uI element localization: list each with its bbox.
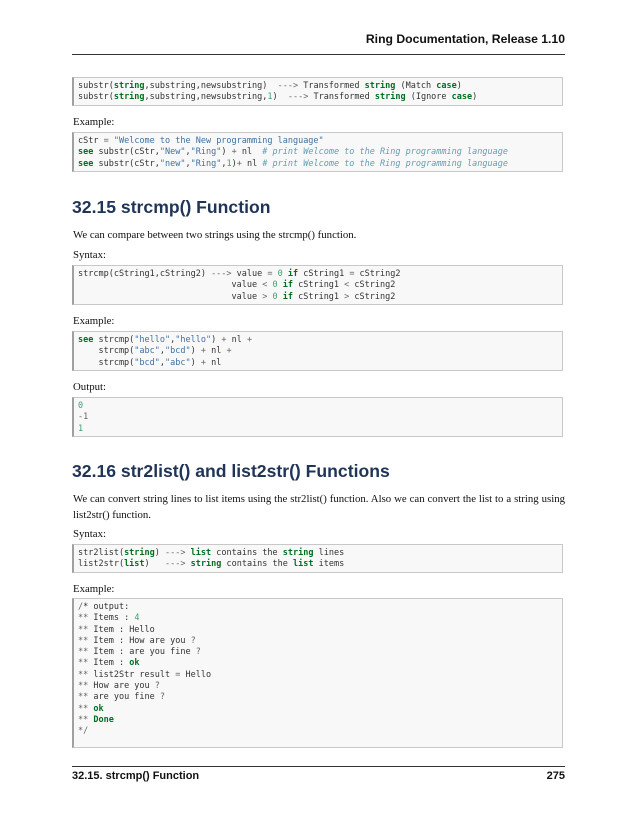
strcmp-description: We can compare between two strings using the strcmp() function.: [73, 229, 357, 241]
code-block-str2list-syntax: [72, 544, 563, 573]
code-line: ** ok: [78, 703, 104, 714]
code-line: substr(string,substring,newsubstring) ---> Transformed string (Match case): [78, 81, 462, 91]
code-block-strcmp-syntax: [72, 265, 563, 305]
syntax-label: Syntax:: [73, 249, 106, 261]
code-line: ** How are you ?: [78, 681, 160, 692]
code-line: ** Item : How are you ?: [78, 635, 196, 646]
code-line: str2list(string) ---> list contains the string lines: [78, 548, 345, 558]
footer-rule: [72, 766, 565, 767]
example-label: Example:: [73, 583, 115, 595]
code-block-substr-syntax: [72, 77, 563, 106]
code-line: strcmp("abc","bcd") + nl +: [78, 346, 232, 357]
code-line: strcmp(cString1,cString2) ---> value = 0 if cString1 = cString2: [78, 269, 401, 279]
code-line: /* output:: [78, 602, 130, 612]
code-line: see substr(cStr,"New","Ring") + nl # print Welcome to the Ring programming language: [78, 147, 508, 158]
code-block-strcmp-output: [72, 397, 563, 437]
code-line: */: [78, 726, 89, 737]
code-block-strcmp-example: [72, 331, 563, 371]
page-footer: [72, 770, 565, 782]
code-line: ** list2Str result = Hello: [78, 669, 212, 680]
section-heading-str2list: 32.16 str2list() and list2str() Functions: [72, 461, 390, 481]
example-label: Example:: [73, 315, 115, 327]
section-heading-strcmp: 32.15 strcmp() Function: [72, 197, 271, 217]
syntax-label: Syntax:: [73, 528, 106, 540]
output-label: Output:: [73, 381, 106, 393]
code-line: ** Items : 4: [78, 613, 140, 624]
code-line: 1: [78, 423, 84, 434]
code-block-substr-example: [72, 132, 563, 172]
header-rule: [72, 54, 565, 55]
page-header-title: Ring Documentation, Release 1.10: [365, 32, 565, 46]
code-line: list2str(list) ---> string contains the list items: [78, 559, 345, 570]
code-line: strcmp("bcd","abc") + nl: [78, 357, 222, 368]
code-line: ** Item : ok: [78, 658, 140, 669]
code-line: cStr = "Welcome to the New programming language": [78, 136, 324, 146]
code-line: 0: [78, 401, 84, 411]
code-line: value > 0 if cString1 > cString2: [78, 291, 396, 302]
footer-section-title: 32.15. strcmp() Function: [72, 770, 200, 782]
code-line: see strcmp("hello","hello") + nl +: [78, 335, 253, 345]
code-line: ** Item : Hello: [78, 624, 155, 635]
code-block-str2list-example: [72, 598, 563, 748]
code-line: ** are you fine ?: [78, 692, 166, 703]
code-line: see substr(cStr,"new","Ring",1)+ nl # print Welcome to the Ring programming language: [78, 158, 508, 169]
code-line: value < 0 if cString1 < cString2: [78, 280, 396, 291]
example-label: Example:: [73, 116, 115, 128]
code-line: ** Item : are you fine ?: [78, 647, 201, 658]
code-line: -1: [78, 412, 89, 423]
page-number: 275: [546, 770, 565, 782]
str2list-description: We can convert string lines to list items using the str2list() function. Also we can convert the list to a string using list2str() function.: [73, 493, 565, 521]
code-line: substr(string,substring,newsubstring,1) ---> Transformed string (Ignore case): [78, 92, 478, 103]
code-line: ** Done: [78, 714, 114, 725]
